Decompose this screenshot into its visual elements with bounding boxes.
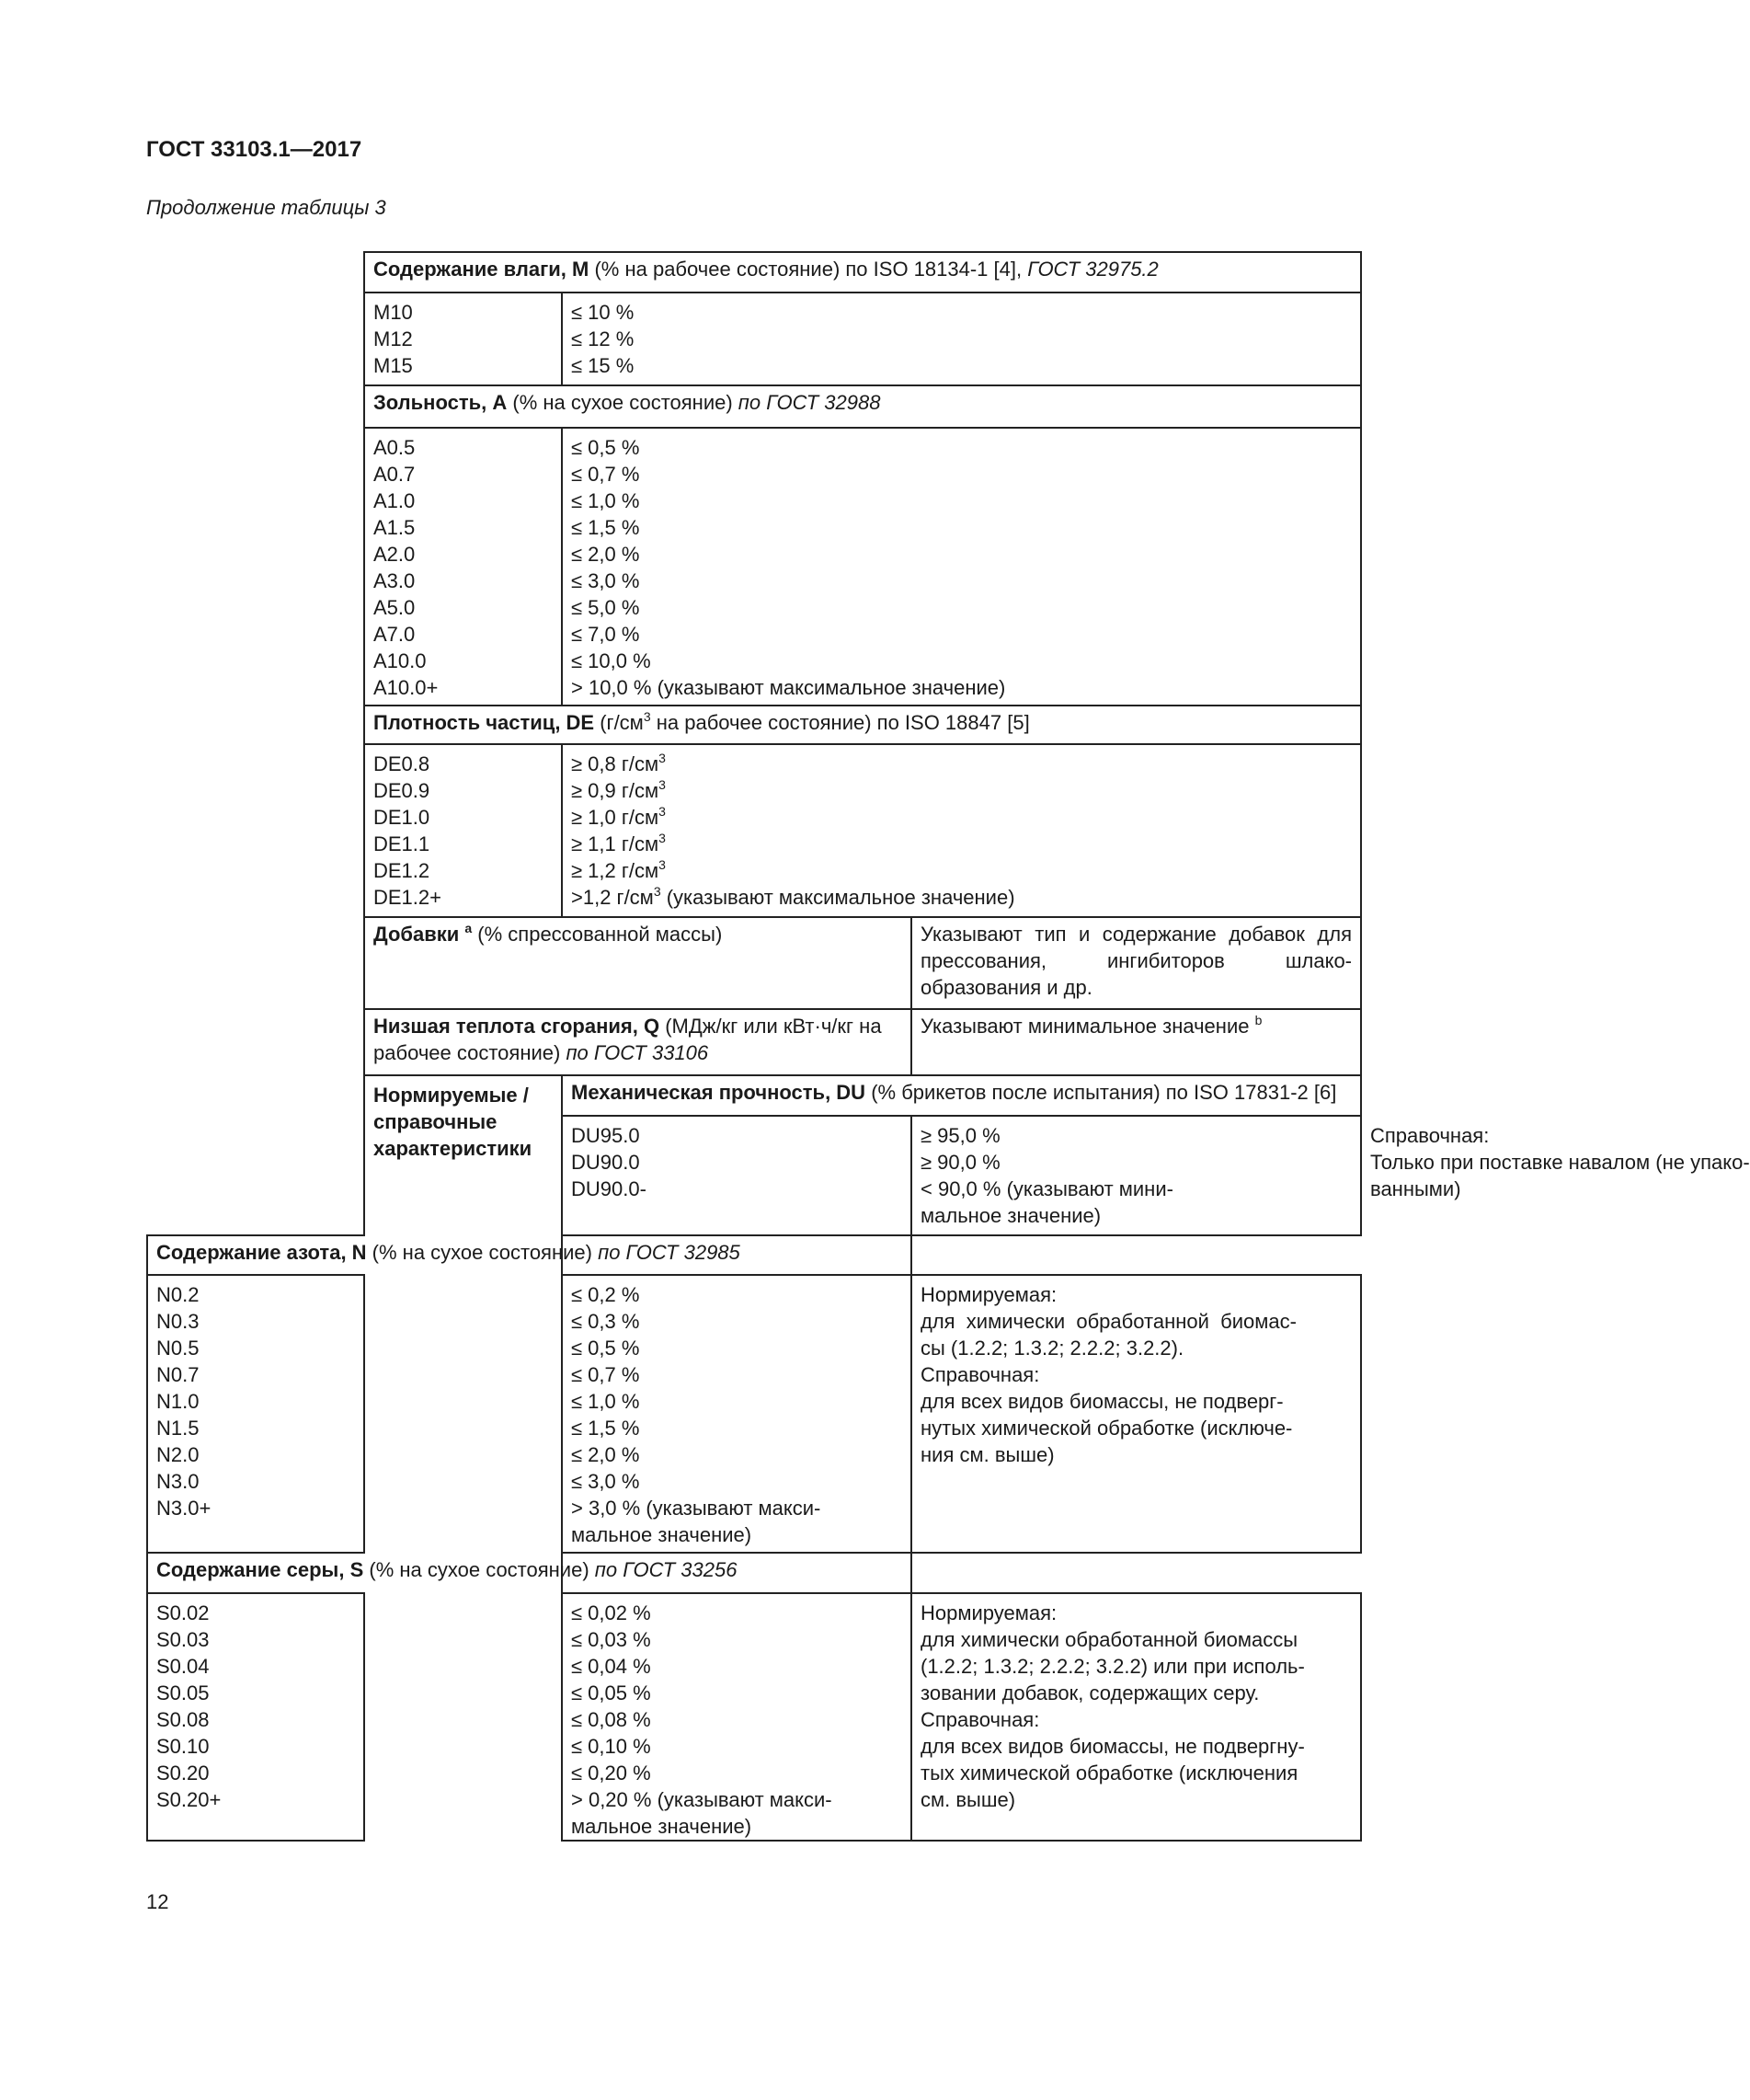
durability-values xyxy=(911,1116,1361,1235)
sulfur-values xyxy=(562,1593,911,1841)
page-number: 12 xyxy=(146,1890,169,1913)
nitrogen-values xyxy=(562,1275,911,1553)
cell-line: DE1.2+ xyxy=(373,886,441,909)
cell-line: > 3,0 % (указывают макси- xyxy=(571,1497,821,1520)
table-caption: Продолжение таблицы 3 xyxy=(146,196,386,219)
additives-note: Указывают тип и содержание добавок для прессования, ингибиторов шлако-образования и др. xyxy=(911,917,1361,1009)
cell-line: Справочная: xyxy=(921,1708,1040,1731)
cell-line: ≤ 1,5 % xyxy=(571,1417,640,1440)
calorific-label: Низшая теплота сгорания, Q (МДж/кг или кВт·ч/кг на рабочее состояние) по ГОСТ 33106 xyxy=(364,1009,911,1075)
cell-line: A2.0 xyxy=(373,543,416,566)
cell-line: DE0.9 xyxy=(373,779,430,802)
cell-line: сы (1.2.2; 1.3.2; 2.2.2; 3.2.2). xyxy=(921,1337,1184,1360)
moisture-codes xyxy=(364,293,562,385)
cell-line: характеристики xyxy=(373,1137,532,1160)
additives-label: Добавки $^a$ (% спрессованной массы) xyxy=(364,917,911,1009)
cell-line: S0.02 xyxy=(156,1601,210,1624)
density-header: Плотность частиц, DE ($г/см^3$ на рабочее состояние) по ISO 18847 [5] xyxy=(364,706,1361,744)
cell-line: ≤ 1,0 % xyxy=(571,1390,640,1413)
cell-line: мальное значение) xyxy=(921,1204,1102,1227)
cell-line: ≤ 0,7 % xyxy=(571,1363,640,1386)
group-label xyxy=(364,1075,562,1841)
sulfur-header: Содержание серы, S (% на сухое состояние) по ГОСТ 33256 xyxy=(147,1553,911,1593)
cell-line: A5.0 xyxy=(373,596,416,619)
cell-line: Нормируемая: xyxy=(921,1601,1058,1624)
nitrogen-codes xyxy=(147,1275,364,1553)
cell-line: S0.10 xyxy=(156,1735,210,1758)
cell-line: DE1.2 xyxy=(373,859,430,882)
cell-line: N0.3 xyxy=(156,1310,200,1333)
cell-line: тых химической обработке (исключения xyxy=(921,1761,1298,1784)
cell-line: N3.0 xyxy=(156,1470,200,1493)
moisture-values xyxy=(562,293,1361,385)
cell-line: для всех видов биомассы, не подвергну- xyxy=(921,1735,1305,1758)
calorific-note: Указывают минимальное значение $^b$ xyxy=(911,1009,1361,1075)
cell-line: ≤ 1,0 % xyxy=(571,489,640,512)
cell-line: ≤ 10 % xyxy=(571,301,635,324)
cell-line: для всех видов биомассы, не подверг- xyxy=(921,1390,1284,1413)
cell-line: справочные xyxy=(373,1110,498,1133)
cell-line: DU90.0 xyxy=(571,1151,640,1174)
cell-line: A7.0 xyxy=(373,623,416,646)
group-cell-empty xyxy=(147,252,364,1235)
cell-line: S0.05 xyxy=(156,1681,210,1704)
cell-line: ≤ 0,2 % xyxy=(571,1283,640,1306)
cell-line: < 90,0 % (указывают мини- xyxy=(921,1177,1173,1200)
cell-line: ≤ 0,5 % xyxy=(571,436,640,459)
cell-line: M12 xyxy=(373,327,413,350)
ash-codes xyxy=(364,428,562,706)
cell-line: N1.5 xyxy=(156,1417,200,1440)
cell-line: зовании добавок, содержащих серу. xyxy=(921,1681,1260,1704)
cell-line: ≤ 15 % xyxy=(571,354,635,377)
cell-line: S0.08 xyxy=(156,1708,210,1731)
cell-line: ≥ 95,0 % xyxy=(921,1124,1001,1147)
cell-line: см. выше) xyxy=(921,1788,1016,1811)
cell-line: для химически обработанной биомас- xyxy=(921,1310,1297,1333)
cell-line: S0.04 xyxy=(156,1655,210,1678)
cell-line: ≤ 10,0 % xyxy=(571,649,651,672)
cell-line: нутых химической обработке (исключе- xyxy=(921,1417,1293,1440)
cell-line: ≤ 2,0 % xyxy=(571,543,640,566)
cell-line: S0.20 xyxy=(156,1761,210,1784)
cell-line: N2.0 xyxy=(156,1443,200,1466)
cell-line: DE1.1 xyxy=(373,832,430,855)
cell-line: ≥ 1,1 $г/см^3$ xyxy=(571,831,666,855)
cell-line: >1,2 $г/см^3$ (указывают максимальное значение) xyxy=(571,884,1015,909)
cell-line: A10.0 xyxy=(373,649,427,672)
cell-line: ≤ 7,0 % xyxy=(571,623,640,646)
document-title: ГОСТ 33103.1—2017 xyxy=(146,137,362,162)
sulfur-codes xyxy=(147,1593,364,1841)
cell-line: (1.2.2; 1.3.2; 2.2.2; 3.2.2) или при исполь- xyxy=(921,1655,1305,1678)
cell-line: ния см. выше) xyxy=(921,1443,1055,1466)
cell-line: A0.5 xyxy=(373,436,416,459)
cell-line: DE1.0 xyxy=(373,806,430,829)
properties-table: Содержание влаги, M (% на рабочее состояние) по ISO 18134-1 [4], ГОСТ 32975.2 M10 M12 M15 ≤ 10 % ≤ 12 % ≤ 15 % Зольность, A (% на сухое состояние) по ГОСТ 32988 A0.5 A0.7 A1.0 A1.5 A2.0 A3.0 A5.0 A7.0 A10.0 A10.0+ ≤ 0,5 % ≤ 0,7 % ≤ 1,0 % ≤ 1,5 % ≤ 2,0 % ≤ 3,0 % ≤ 5,0 % ≤ 7,0 % ≤ 10,0 % > 10,0 % (указывают максимальное значение) Плотность частиц, DE ($г/см^3$ на рабочее состояние) по ISO 18847 [5] DE0.8 DE0.9 DE1.0 DE1.1 DE1.2 DE1.2+ ≥ 0,8 $г/см^3$ ≥ 0,9 $г/см^3$ ≥ 1,0 $г/см^3$ ≥ 1,1 $г/см^3$ ≥ 1,2 $г/см^3$ >1,2 $г/см^3$ (указывают максимальное значение) Добавки $^a$ (% спрессованной массы) Указывают тип и содержание добавок для прессования, ингибиторов шлако-образования и др. Низшая теплота сгорания, Q (МДж/кг или кВт·ч/кг на рабочее состояние) по ГОСТ 33106 Указывают минимальное значение $^b$ Нормируемые / справочные характеристики Механическая прочность, DU (% брикетов после испытания) по ISO 17831-2 [6] DU95.0 DU90.0 DU90.0- ≥ 95,0 % ≥ 90,0 % < 90,0 % (указывают мини- мальное значение) Справочная: Только при поставке навалом (не упако- ванными) Содержание азота, N (% на сухое состояние) по ГОСТ 32985 N0.2 N0.3 N0.5 N0.7 N1.0 N1.5 N2.0 N3.0 N3.0+ ≤ 0,2 % ≤ 0,3 % ≤ 0,5 % ≤ 0,7 % ≤ 1,0 % ≤ 1,5 % ≤ 2,0 % ≤ 3,0 % > 3,0 % (указывают макси- мальное значение) Нормируемая: для химически обработанной биомас- сы (1.2.2; 1.3.2; 2.2.2; 3.2.2). Справочная: для всех видов биомассы, не подверг- нутых химической обработке (исключе- ния см. выше) Содержание серы, S (% на сухое состояние) по ГОСТ 33256 S0.02 S0.03 S0.04 S0.05 S0.08 S0.10 S0.20 S0.20+ ≤ 0,02 % ≤ 0,03 % ≤ 0,04 % ≤ 0,05 % ≤ 0,08 % ≤ 0,10 % ≤ 0,20 % > 0,20 % (указывают макси- мальное значение) Нормируемая: для химически обработанной биомассы (1.2.2; 1.3.2; 2.2.2; 3.2.2) или при исполь- зовании добавок, содержащих серу. Справочная: для всех видов биомассы, не подвергну- тых химической обработке (исключения см. выше) xyxy=(146,251,1362,1842)
sulfur-note xyxy=(911,1593,1361,1841)
cell-line: ≤ 0,02 % xyxy=(571,1601,651,1624)
moisture-header: Содержание влаги, M (% на рабочее состояние) по ISO 18134-1 [4], ГОСТ 32975.2 xyxy=(364,252,1361,293)
cell-line: DE0.8 xyxy=(373,752,430,775)
cell-line: > 10,0 % (указывают максимальное значение) xyxy=(571,676,1006,699)
nitrogen-note xyxy=(911,1275,1361,1553)
cell-line: A3.0 xyxy=(373,569,416,592)
cell-line: ≤ 3,0 % xyxy=(571,569,640,592)
cell-line: мальное значение) xyxy=(571,1523,752,1546)
cell-line: A1.5 xyxy=(373,516,416,539)
cell-line: A1.0 xyxy=(373,489,416,512)
density-codes xyxy=(364,744,562,917)
cell-line: ≤ 5,0 % xyxy=(571,596,640,619)
density-values xyxy=(562,744,1361,917)
cell-line: > 0,20 % (указывают макси- xyxy=(571,1788,832,1811)
cell-line: ≤ 0,08 % xyxy=(571,1708,651,1731)
cell-line: A0.7 xyxy=(373,463,416,486)
cell-line: ≤ 3,0 % xyxy=(571,1470,640,1493)
cell-line: N3.0+ xyxy=(156,1497,212,1520)
ash-values xyxy=(562,428,1361,706)
cell-line: DU90.0- xyxy=(571,1177,646,1200)
cell-line: M10 xyxy=(373,301,413,324)
cell-line: ≤ 1,5 % xyxy=(571,516,640,539)
cell-line: ≤ 0,20 % xyxy=(571,1761,651,1784)
cell-line: ≥ 0,9 $г/см^3$ xyxy=(571,777,666,802)
durability-header: Механическая прочность, DU (% брикетов после испытания) по ISO 17831-2 [6] xyxy=(562,1075,1361,1116)
durability-codes xyxy=(562,1116,911,1235)
cell-line: ≥ 90,0 % xyxy=(921,1151,1001,1174)
cell-line: ≤ 0,04 % xyxy=(571,1655,651,1678)
cell-line: ≤ 0,5 % xyxy=(571,1337,640,1360)
cell-line: ≥ 1,2 $г/см^3$ xyxy=(571,857,666,882)
cell-line: Справочная: xyxy=(921,1363,1040,1386)
nitrogen-header: Содержание азота, N (% на сухое состояние) по ГОСТ 32985 xyxy=(147,1235,911,1275)
cell-line: ≥ 0,8 $г/см^3$ xyxy=(571,751,666,775)
cell-line: для химически обработанной биомассы xyxy=(921,1628,1298,1651)
cell-line: мальное значение) xyxy=(571,1815,752,1838)
cell-line: ≤ 0,10 % xyxy=(571,1735,651,1758)
cell-line: A10.0+ xyxy=(373,676,439,699)
cell-line: Нормируемые / xyxy=(373,1084,529,1107)
cell-line: ≤ 12 % xyxy=(571,327,635,350)
cell-line: ≤ 0,03 % xyxy=(571,1628,651,1651)
ash-header: Зольность, A (% на сухое состояние) по ГОСТ 32988 xyxy=(364,385,1361,428)
cell-line: S0.03 xyxy=(156,1628,210,1651)
cell-line: N0.7 xyxy=(156,1363,200,1386)
cell-line: N1.0 xyxy=(156,1390,200,1413)
cell-line: N0.5 xyxy=(156,1337,200,1360)
cell-line: ≤ 0,7 % xyxy=(571,463,640,486)
cell-line: ≤ 0,3 % xyxy=(571,1310,640,1333)
cell-line: Нормируемая: xyxy=(921,1283,1058,1306)
cell-line: M15 xyxy=(373,354,413,377)
cell-line: S0.20+ xyxy=(156,1788,222,1811)
cell-line: ≥ 1,0 $г/см^3$ xyxy=(571,804,666,829)
cell-line: ≤ 0,05 % xyxy=(571,1681,651,1704)
cell-line: N0.2 xyxy=(156,1283,200,1306)
cell-line: DU95.0 xyxy=(571,1124,640,1147)
cell-line: ≤ 2,0 % xyxy=(571,1443,640,1466)
